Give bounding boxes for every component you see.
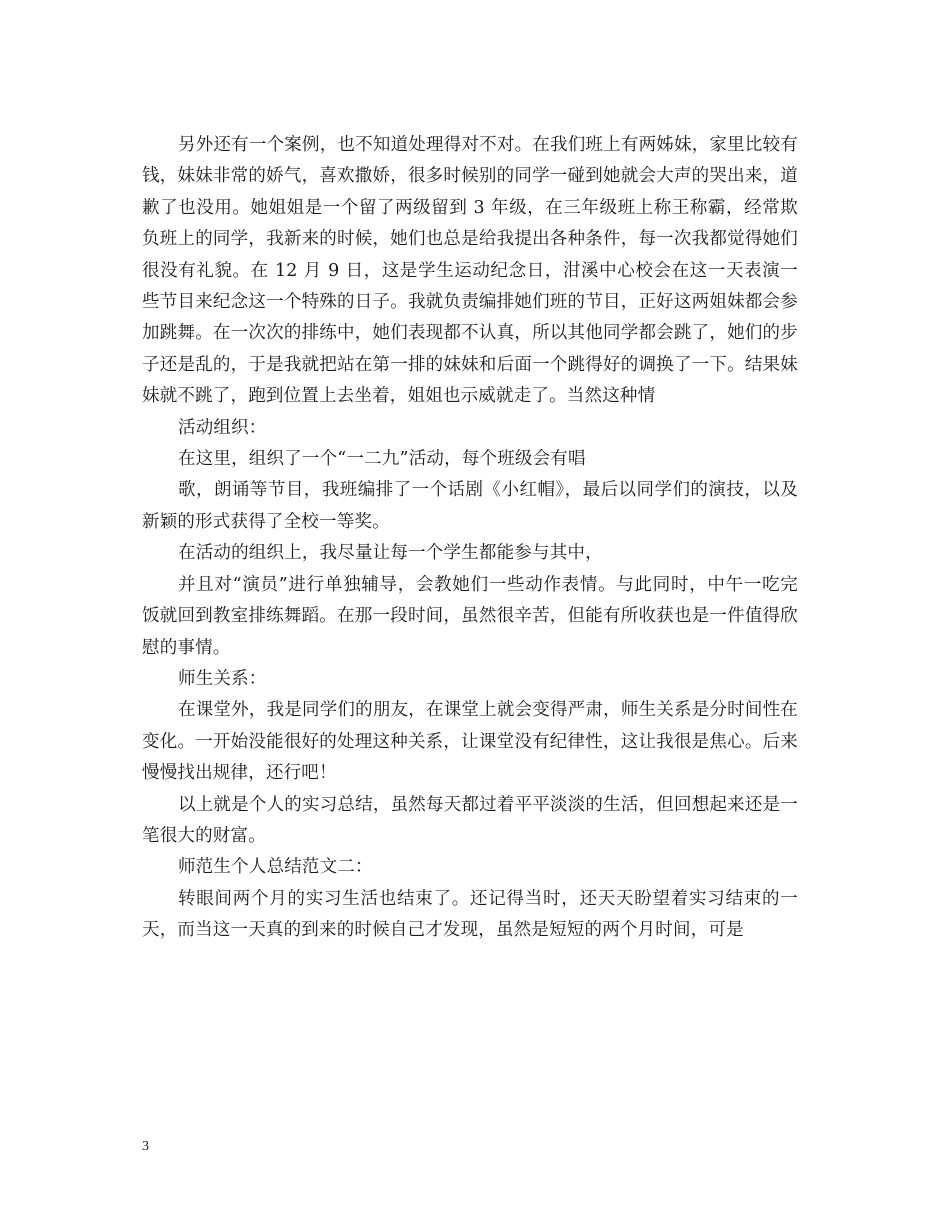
- paragraph-relations: 在课堂外，我是同学们的朋友，在课堂上就会变得严肃，师生关系是分时间性在变化。一开始没能很好的处理这种关系，让课堂没有纪律性，这让我很是焦心。后来慢慢找出规律，还行吧！: [142, 700, 798, 784]
- paragraph-sample-two-intro: 转眼间两个月的实习生活也结束了。还记得当时，还天天盼望着实习结束的一天，而当这一天真的到来的时候自己才发现，虽然是短短的两个月时间，可是: [142, 888, 798, 941]
- paragraph-organization-participation: 在活动的组织上，我尽量让每一个学生都能参与其中，: [178, 543, 603, 564]
- heading-teacher-student-relations: 师生关系：: [178, 668, 267, 689]
- paragraph-activity-result: 歌，朗诵等节目，我班编排了一个话剧《小红帽》，最后以同学们的演技，以及新颖的形式获得了全校一等奖。: [142, 480, 798, 532]
- page-number: 3: [142, 1139, 149, 1154]
- heading-sample-two: 师范生个人总结范文二：: [178, 857, 373, 878]
- paragraph-rehearsal: 并且对“演员”进行单独辅导，会教她们一些动作表情。与此同时，中午一吃完饭就回到教室排练舞蹈。在那一段时间，虽然很辛苦，但能有所收获也是一件值得欣慰的事情。: [142, 574, 798, 658]
- paragraph-activity-intro: 在这里，组织了一个“一二九”活动，每个班级会有唱: [178, 449, 586, 470]
- heading-activity-organization: 活动组织：: [178, 417, 267, 438]
- body-text: [142, 130, 798, 947]
- paragraph-summary: 以上就是个人的实习总结，虽然每天都过着平平淡淡的生活，但回想起来还是一笔很大的财富。: [142, 794, 798, 846]
- paragraph-case-story: 另外还有一个案例，也不知道处理得对不对。在我们班上有两姊妹，家里比较有钱，妹妹非常的娇气，喜欢撒娇，很多时候别的同学一碰到她就会大声的哭出来，道歉了也没用。她姐姐是一个留了两级留到 3 年级，在三年级班上称王称霸，经常欺负班上的同学，我新来的时候，她们也总是给我提出各种条件，每一次我都觉得她们很没有礼貌。在 12 月 9 日，这是学生运动纪念日，泔溪中心校会在这一天表演一些节目来纪念这一个特殊的日子。我就负责编排她们班的节目，正好这两姐妹都会参加跳舞。在一次次的排练中，她们表现都不认真，所以其他同学都会跳了，她们的步子还是乱的，于是我就把站在第一排的妹妹和后面一个跳得好的调换了一下。结果妹妹就不跳了，跑到位置上去坐着，姐姐也示威就走了。当然这种情: [142, 135, 798, 407]
